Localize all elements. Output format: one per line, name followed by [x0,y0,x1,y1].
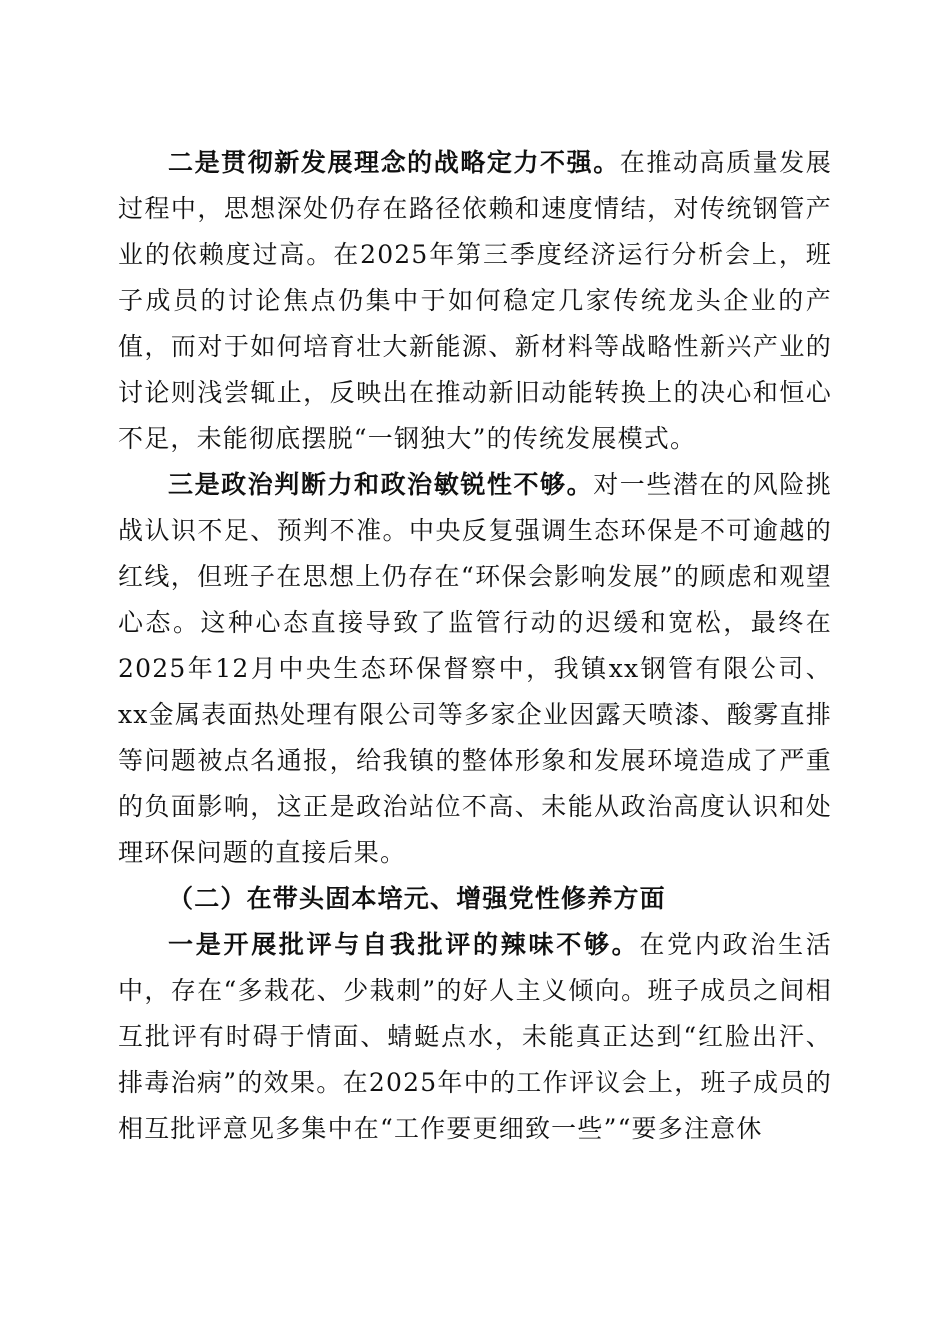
paragraph-strategic-focus [118,140,832,462]
document-body [118,140,832,1152]
paragraph-political-judgment [118,462,832,876]
paragraph-lead: 三是政治判断力和政治敏锐性不够。 [168,470,594,499]
paragraph-criticism [118,922,832,1152]
paragraph-lead: 一是开展批评与自我批评的辣味不够。 [168,930,640,959]
section-heading: （二）在带头固本培元、增强党性修养方面 [168,884,666,913]
paragraph-text: 对一些潜在的风险挑战认识不足、预判不准。中央反复强调生态环保是不可逾越的红线，但班子在思想上仍存在“环保会影响发展”的顾虑和观望心态。这种心态直接导致了监管行动的迟缓和宽松，最终在2025年12月中央生态环保督察中，我镇xx钢管有限公司、xx金属表面热处理有限公司等多家企业因露天喷漆、酸雾直排等问题被点名通报，给我镇的整体形象和发展环境造成了严重的负面影响，这正是政治站位不高、未能从政治高度认识和处理环保问题的直接后果。 [118,470,832,867]
paragraph-text: 在党内政治生活中，存在“多栽花、少栽刺”的好人主义倾向。班子成员之间相互批评有时碍于情面、蜻蜓点水，未能真正达到“红脸出汗、排毒治病”的效果。在2025年中的工作评议会上，班子成员的相互批评意见多集中在“工作要更细致一些”“要多注意休 [118,930,833,1143]
paragraph-text: 在推动高质量发展过程中，思想深处仍存在路径依赖和速度情结，对传统钢管产业的依赖度过高。在2025年第三季度经济运行分析会上，班子成员的讨论焦点仍集中于如何稳定几家传统龙头企业的产值，而对于如何培育壮大新能源、新材料等战略性新兴产业的讨论则浅尝辄止，反映出在推动新旧动能转换上的决心和恒心不足，未能彻底摆脱“一钢独大”的传统发展模式。 [118,148,832,453]
paragraph-lead: 二是贯彻新发展理念的战略定力不强。 [168,148,620,177]
